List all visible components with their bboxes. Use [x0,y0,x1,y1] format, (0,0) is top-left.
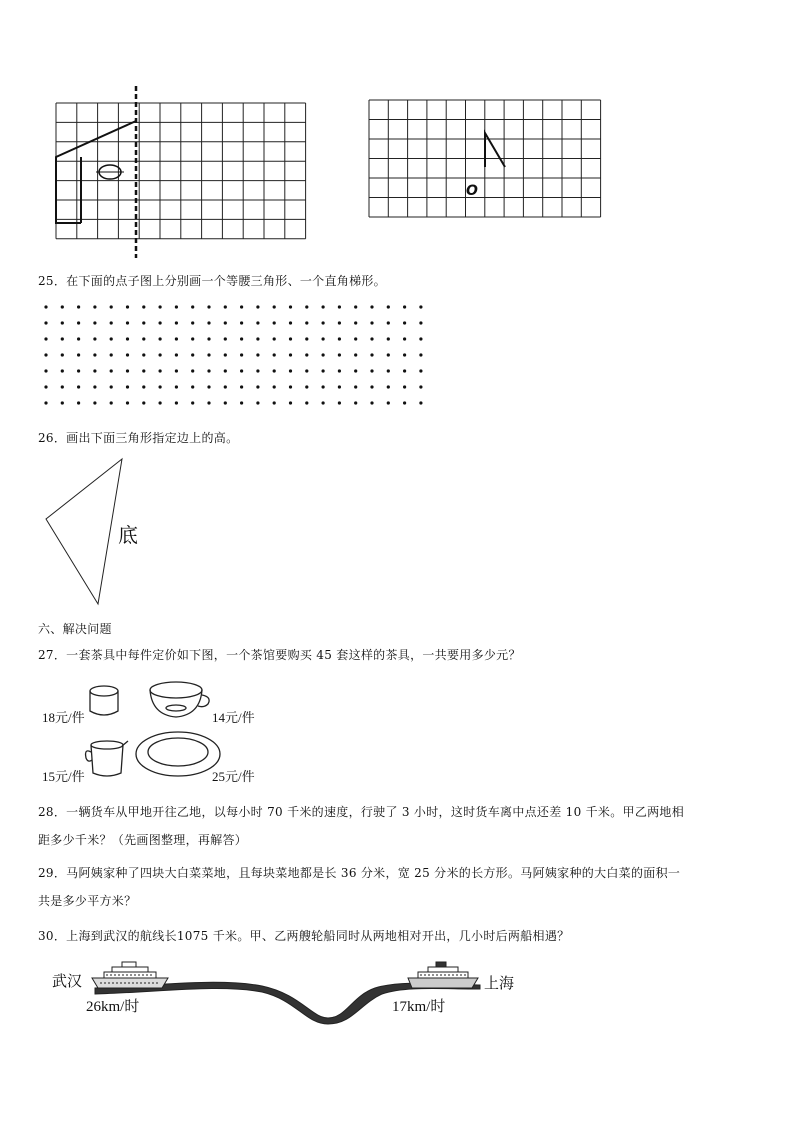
question-text: 画出下面三角形指定边上的高。 [66,431,239,445]
question-text: 在下面的点子图上分别画一个等腰三角形、一个直角梯形。 [66,274,386,288]
question-number: 28． [38,805,67,819]
right-city-label: 上海 [484,976,515,992]
question-28-line2: 距多少千米？（先画图整理，再解答） [38,833,248,847]
plate-price: 25元/件 [212,769,255,784]
question-number: 25． [38,274,67,288]
section-title: 六、解决问题 [38,622,112,636]
left-ship-icon [92,962,168,988]
cup-price: 18元/件 [42,710,85,725]
left-speed-label: 26km/时 [86,999,140,1015]
question-number: 27． [38,648,67,662]
question-number: 26． [38,431,67,445]
question-number: 29． [38,866,67,880]
question-text: 上海到武汉的航线长1075 千米。甲、乙两艘轮船同时从两地相对开出，几小时后两船相遇？ [66,929,570,943]
question-29-line2: 共是多少平方米？ [38,894,137,908]
question-text-line1: 马阿姨家种了四块大白菜菜地，且每块菜地都是长 36 分米，宽 25 分米的长方形。马阿姨家种的大白菜的面积一 [66,866,681,880]
bowl-price: 14元/件 [212,710,255,725]
pot-price: 15元/件 [42,769,85,784]
question-number: 30． [38,929,67,943]
origin-label: O [466,183,478,199]
left-city-label: 武汉 [52,974,83,990]
right-ship-icon [408,962,478,988]
question-text-line1: 一辆货车从甲地开往乙地，以每小时 70 千米的速度，行驶了 3 小时，这时货车离中点还差 10 千米。甲乙两地相 [66,805,685,819]
right-speed-label: 17km/时 [392,999,446,1015]
base-label: 底 [118,523,138,547]
question-text: 一套茶具中每件定价如下图，一个茶馆要购买 45 套这样的茶具，一共要用多少元？ [66,648,521,662]
